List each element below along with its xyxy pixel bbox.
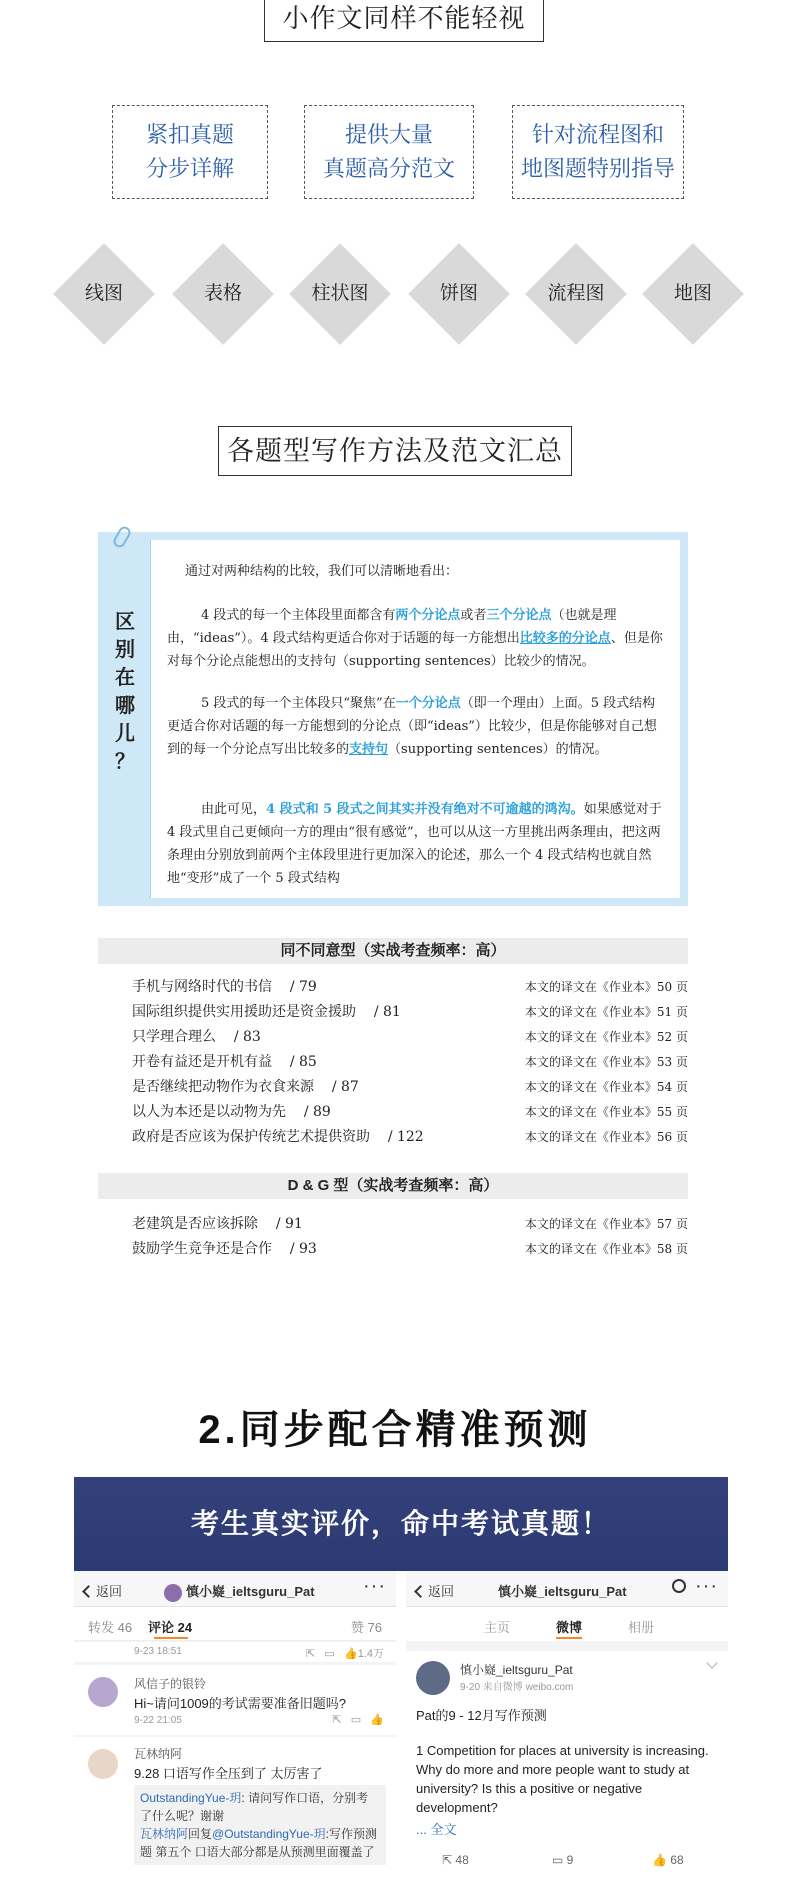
feature-line: 针对流程图和	[531, 122, 664, 147]
comment-footer	[74, 1642, 396, 1662]
chart-type-label: 地图	[673, 283, 712, 304]
reply-item: OutstandingYue-玥: 请问写作口语，分别考了什么呢？谢谢	[140, 1791, 369, 1823]
list-item: 国际组织提供实用援助还是资金援助 / 81 本文的译文在《作业本》51 页	[132, 1004, 688, 1020]
feature-line: 地图题特别指导	[520, 156, 675, 181]
chart-type-diamond	[167, 238, 279, 350]
section-title-small-essay: 小作文同样不能轻视	[264, 0, 544, 42]
list-item: 是否继续把动物作为衣食来源 / 87 本文的译文在《作业本》54 页	[132, 1079, 688, 1095]
comment-time: 9-23 18:51	[134, 1646, 182, 1657]
active-tab-indicator	[154, 1637, 188, 1639]
feature-line: 分步详解	[145, 156, 234, 181]
tab-album[interactable]: 相册	[628, 1620, 655, 1635]
excerpt-paragraph: 由此可见，4 段式和 5 段式之间其实并没有绝对不可逾越的鸿沟。如果感觉对于 4 段式里自己更倾向一方的理由“很有感觉”，也可以从这一方里挑出两条理由，把这两条理由分别放到前两个主体段里进行更加深入的论述，那么一个 4 段式结构也就自然地“变形”成了一个 5 段式结构	[167, 802, 662, 886]
repost-button[interactable]: ⇱ 48	[442, 1853, 469, 1867]
chart-type-label: 表格	[203, 283, 242, 304]
chart-type-label: 柱状图	[311, 283, 369, 304]
list-heading-dg: D & G 型（实战考查频率：高）	[98, 1173, 688, 1199]
chart-type-label: 线图	[84, 283, 123, 304]
nav-title: 慎小嶷_ieltsguru_Pat	[164, 1581, 315, 1602]
avatar	[88, 1677, 118, 1707]
like-button[interactable]: 👍 68	[652, 1853, 684, 1867]
search-icon[interactable]	[672, 1579, 686, 1593]
comment-item	[74, 1737, 396, 1900]
tab-home[interactable]: 主页	[484, 1620, 511, 1635]
chart-type-diamond	[48, 238, 160, 350]
nav-bar	[74, 1571, 396, 1607]
tab-reposts[interactable]: 转发 46	[88, 1620, 133, 1635]
reviews-banner	[74, 1477, 728, 1571]
more-icon[interactable]: ···	[363, 1575, 386, 1597]
list-item: 政府是否应该为保护传统艺术提供资助 / 122 本文的译文在《作业本》56 页	[132, 1129, 688, 1145]
reply-item: 瓦林纳阿回复@OutstandingYue-玥:写作预测题 第五个 口语大部分都是从预测里面覆盖了	[140, 1827, 377, 1859]
list-item: 只学理合理么 / 83 本文的译文在《作业本》52 页	[132, 1029, 688, 1045]
weibo-post	[406, 1651, 728, 1900]
post-headline: Pat的9 - 12月写作预测	[416, 1708, 547, 1723]
excerpt-paragraph: 4 段式的每一个主体段里面都含有两个分论点或者三个分论点（也就是理由，“ideas”）。4 段式结构更适合你对于话题的每一方能想出比较多的分论点、但是你对每个分论点能想出的支持句（supporting sentences）比较少的情况。	[167, 608, 663, 669]
avatar	[164, 1584, 182, 1602]
feature-box-sample-essays	[304, 105, 474, 199]
chevron-left-icon	[82, 1585, 95, 1598]
nav-title: 慎小嶷_ieltsguru_Pat	[498, 1584, 627, 1599]
chart-type-diamond	[520, 238, 632, 350]
excerpt-side-label: 区 别 在 哪 儿 ？	[115, 611, 135, 773]
chevron-left-icon	[414, 1585, 427, 1598]
list-item: 手机与网络时代的书信 / 79 本文的译文在《作业本》50 页	[132, 979, 688, 995]
excerpt-paragraph: 通过对两种结构的比较，我们可以清晰地看出：	[185, 564, 459, 579]
tab-likes[interactable]: 赞 76	[350, 1620, 382, 1635]
comment-actions[interactable]: ⇱ ▭ 👍	[332, 1714, 384, 1726]
chart-type-label: 流程图	[547, 283, 605, 304]
chart-type-diamond	[284, 238, 396, 350]
section-title-prediction: 2.同步配合精准预测	[198, 1408, 592, 1452]
weibo-comments-screenshot	[74, 1571, 396, 1900]
back-button[interactable]: 返回	[416, 1581, 454, 1600]
feature-line: 提供大量	[344, 122, 433, 147]
banner-text: 考生真实评价，命中考试真题！	[190, 1508, 611, 1539]
chevron-down-icon[interactable]	[706, 1657, 717, 1668]
section-title-methods: 各题型写作方法及范文汇总	[218, 426, 572, 476]
feature-line: 真题高分范文	[322, 156, 455, 181]
comment-text: 9.28 口语写作全压到了 太厉害了	[134, 1766, 323, 1781]
excerpt-paragraph: 5 段式的每一个主体段只“聚焦”在一个分论点（即一个理由）上面。5 段式结构更适合你对话题的每一方能想到的分论点（即“ideas”）比较少，但是你能够对自己想到的每一个分论点写出比较多的支持句（supporting sentences）的情况。	[167, 696, 657, 757]
post-body: 1 Competition for places at university is increasing. Why do more and more people want to study at university? Is this a positive or negative development?	[416, 1743, 709, 1815]
post-meta: 9-20 来自微博 weibo.com	[460, 1682, 574, 1693]
more-icon[interactable]: ···	[695, 1575, 718, 1597]
list-item: 老建筑是否应该拆除 / 91 本文的译文在《作业本》57 页	[132, 1216, 688, 1232]
comment-tabs	[74, 1607, 396, 1641]
paperclip-icon	[111, 524, 132, 549]
list-item: 鼓励学生竞争还是合作 / 93 本文的译文在《作业本》58 页	[132, 1241, 688, 1257]
avatar	[88, 1749, 118, 1779]
comment-author[interactable]: 风信子的银铃	[134, 1677, 207, 1691]
reply-thread	[134, 1785, 386, 1865]
list-heading-agree-disagree: 同不同意型（实战考查频率：高）	[98, 938, 688, 964]
post-author[interactable]: 慎小嶷_ieltsguru_Pat	[460, 1663, 573, 1677]
active-tab-indicator	[556, 1637, 582, 1639]
read-more-link[interactable]: ... 全文	[416, 1822, 457, 1837]
excerpt-page	[150, 540, 680, 898]
feature-box-real-exam	[112, 105, 268, 199]
comment-item	[74, 1665, 396, 1735]
comment-time: 9-22 21:05	[134, 1715, 182, 1726]
post-actions	[406, 1847, 728, 1875]
list-item: 开卷有益还是开机有益 / 85 本文的译文在《作业本》53 页	[132, 1054, 688, 1070]
list-item: 以人为本还是以动物为先 / 89 本文的译文在《作业本》55 页	[132, 1104, 688, 1120]
nav-bar	[406, 1571, 728, 1607]
profile-tabs	[406, 1607, 728, 1641]
avatar	[416, 1661, 450, 1695]
back-button[interactable]: 返回	[84, 1581, 122, 1600]
tab-weibo[interactable]: 微博	[556, 1620, 583, 1635]
chart-type-diamond	[403, 238, 515, 350]
feature-line: 紧扣真题	[145, 122, 234, 147]
feature-box-flowchart-map	[512, 105, 684, 199]
tab-comments[interactable]: 评论 24	[148, 1620, 193, 1635]
excerpt-panel	[98, 532, 688, 906]
comment-actions[interactable]: ⇱ ▭ 👍1.4万	[306, 1648, 384, 1660]
chart-type-label: 饼图	[439, 283, 478, 304]
weibo-profile-screenshot	[406, 1571, 728, 1900]
comment-button[interactable]: ▭ 9	[552, 1853, 574, 1867]
comment-author[interactable]: 瓦林纳阿	[134, 1747, 183, 1761]
chart-type-diamond	[637, 238, 749, 350]
comment-text: Hi~请问1009的考试需要准备旧题吗?	[134, 1696, 347, 1711]
